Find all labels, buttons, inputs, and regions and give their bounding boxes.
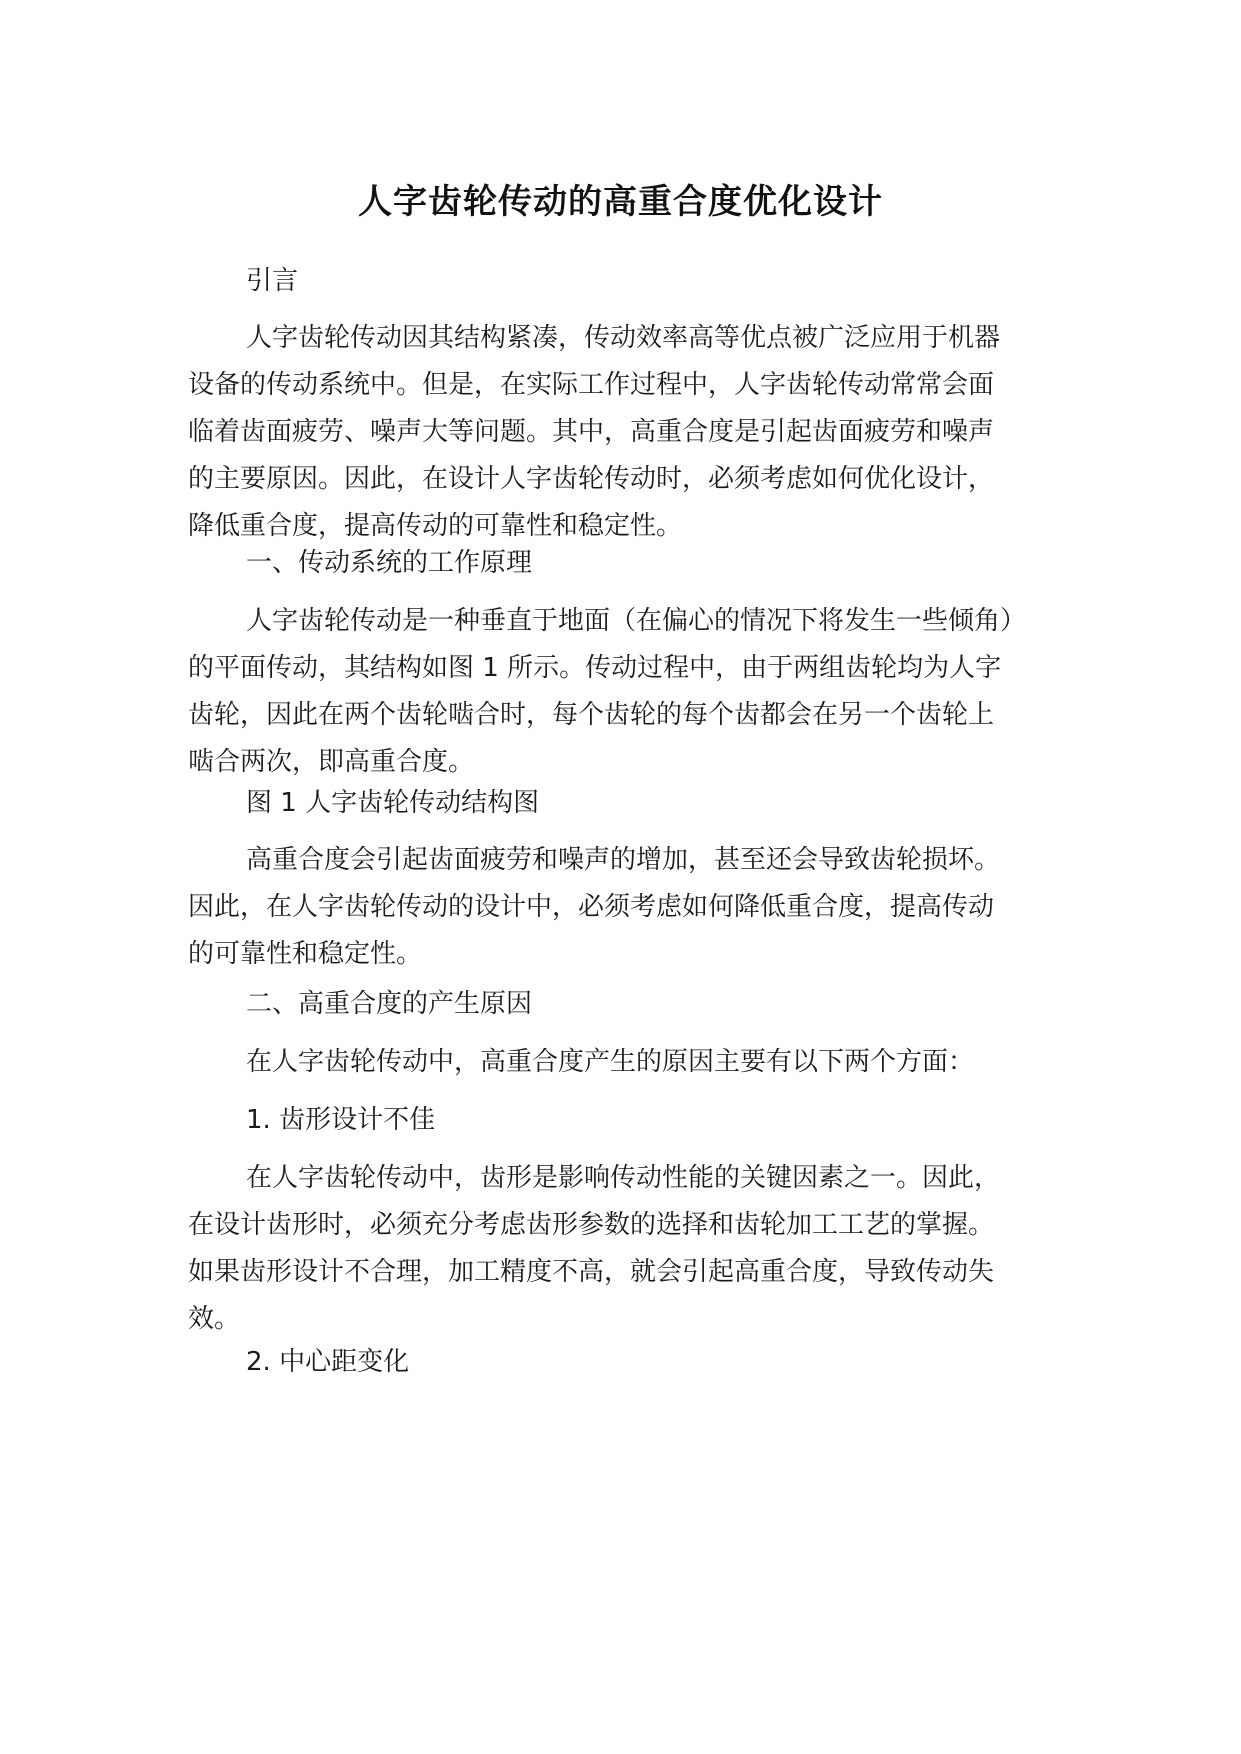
text-line: 的可靠性和稳定性。 [188, 939, 423, 969]
text-line: 临着齿面疲劳、噪声大等问题。其中，高重合度是引起齿面疲劳和噪声 [188, 417, 995, 447]
paragraph-intro-body [188, 315, 1048, 550]
text-line: 因此，在人字齿轮传动的设计中，必须考虑如何降低重合度，提高传动 [188, 892, 995, 922]
section-heading-1 [188, 540, 1048, 587]
text-line: 高重合度会引起齿面疲劳和噪声的增加，甚至还会导致齿轮损坏。 [246, 845, 1001, 875]
text-line: 在设计齿形时，必须充分考虑齿形参数的选择和齿轮加工工艺的掌握。 [188, 1210, 995, 1240]
text-line: 二、高重合度的产生原因 [246, 989, 533, 1019]
section-heading-2 [188, 981, 1048, 1028]
text-line: 降低重合度，提高传动的可靠性和稳定性。 [188, 511, 683, 541]
subheading-1 [188, 1097, 1048, 1144]
text-line: 引言 [246, 266, 299, 296]
text-line: 在人字齿轮传动中，齿形是影响传动性能的关键因素之一。因此， [246, 1163, 1001, 1193]
text-line: 效。 [188, 1304, 241, 1334]
text-line: 齿轮，因此在两个齿轮啮合时，每个齿轮的每个齿都会在另一个齿轮上 [188, 700, 995, 730]
paragraph-tooth-profile [188, 1155, 1048, 1343]
text-line: 啮合两次，即高重合度。 [188, 747, 475, 777]
paragraph-consequence [188, 837, 1048, 978]
paragraph-causes-intro [188, 1039, 1048, 1086]
subheading-2 [188, 1339, 1048, 1386]
text-line: 图 1 人字齿轮传动结构图 [246, 788, 540, 818]
text-line: 设备的传动系统中。但是，在实际工作过程中，人字齿轮传动常常会面 [188, 370, 995, 400]
text-line: 人字齿轮传动因其结构紧凑，传动效率高等优点被广泛应用于机器 [246, 323, 1001, 353]
text-line: 人字齿轮传动是一种垂直于地面（在偏心的情况下将发生一些倾角） [246, 606, 1027, 636]
figure-caption [188, 780, 1048, 827]
text-line: 如果齿形设计不合理，加工精度不高，就会引起高重合度，导致传动失 [188, 1257, 995, 1287]
text-line: 2. 中心距变化 [246, 1347, 410, 1377]
text-line: 的平面传动，其结构如图 1 所示。传动过程中，由于两组齿轮均为人字 [188, 653, 1002, 683]
paragraph-principle [188, 598, 1048, 786]
paragraph-intro-heading [188, 258, 1048, 305]
document-title: 人字齿轮传动的高重合度优化设计 [358, 182, 883, 222]
text-line: 1. 齿形设计不佳 [246, 1105, 436, 1135]
text-line: 一、传动系统的工作原理 [246, 548, 533, 578]
text-line: 在人字齿轮传动中，高重合度产生的原因主要有以下两个方面： [246, 1047, 975, 1077]
text-line: 的主要原因。因此，在设计人字齿轮传动时，必须考虑如何优化设计， [188, 464, 995, 494]
